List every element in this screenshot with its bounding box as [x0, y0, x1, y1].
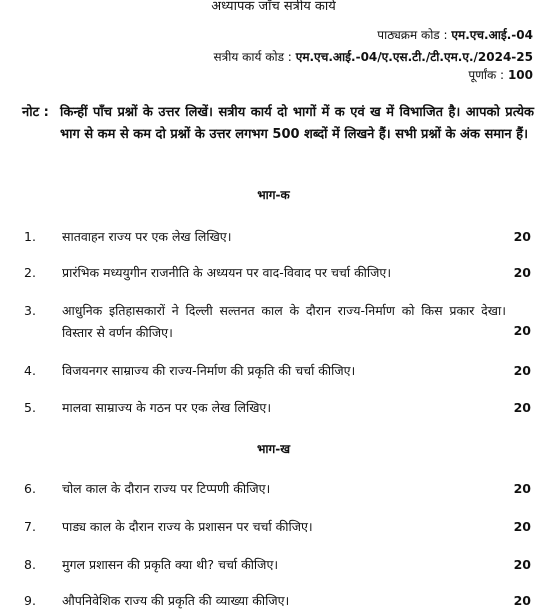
course-code-value: एम.एच.आई.-04 — [451, 28, 533, 42]
course-code-label: पाठ्यक्रम कोड : — [377, 28, 448, 42]
total-marks-line — [468, 66, 533, 83]
question-marks: 20 — [513, 229, 531, 244]
document-title: अध्यापक जाँच सत्रीय कार्य — [211, 0, 336, 12]
question-marks: 20 — [513, 363, 531, 378]
question-marks: 20 — [513, 323, 531, 338]
question-text: चोल काल के दौरान राज्य पर टिप्पणी कीजिए। — [62, 481, 271, 496]
question-text: औपनिवेशिक राज्य की प्रकृति की व्याख्या कीजिए। — [62, 593, 290, 608]
question-text: मालवा साम्राज्य के गठन पर एक लेख लिखिए। — [62, 400, 272, 415]
question-text: सातवाहन राज्य पर एक लेख लिखिए। — [62, 229, 232, 244]
question-number: 6. — [24, 481, 36, 496]
question-text: विजयनगर साम्राज्य की राज्य-निर्माण की प्रकृति की चर्चा कीजिए। — [62, 363, 356, 378]
total-marks-label: पूर्णांक : — [468, 68, 505, 82]
question-marks: 20 — [513, 265, 531, 280]
question-text: मुगल प्रशासन की प्रकृति क्या थी? चर्चा कीजिए। — [62, 557, 279, 572]
question-marks: 20 — [513, 481, 531, 496]
total-marks-value: 100 — [507, 68, 533, 82]
question-number: 3. — [24, 303, 36, 318]
question-marks: 20 — [513, 400, 531, 415]
question-number: 9. — [24, 593, 36, 608]
question-text: आधुनिक इतिहासकारों ने दिल्ली सल्तनत काल के दौरान राज्य-निर्माण को किस प्रकार देखा। विस्तार से वर्णन कीजिए। — [62, 303, 506, 340]
assignment-code-line — [214, 48, 533, 65]
question-text: पाड्य काल के दौरान राज्य के प्रशासन पर चर्चा कीजिए। — [62, 519, 313, 534]
question-number: 8. — [24, 557, 36, 572]
question-number: 7. — [24, 519, 36, 534]
question-number: 1. — [24, 229, 36, 244]
question-marks: 20 — [513, 519, 531, 534]
question-marks: 20 — [513, 593, 531, 608]
assignment-code-value: एम.एच.आई.-04/ए.एस.टी./टी.एम.ए./2024-25 — [295, 50, 533, 64]
question-marks: 20 — [513, 557, 531, 572]
note-label: नोट : — [22, 105, 49, 120]
section-title-a: भाग-क — [257, 188, 290, 202]
note-text: किन्हीं पाँच प्रश्नों के उत्तर लिखें। सत्रीय कार्य दो भागों में क एवं ख में विभाजित है। आपको प्रत्येक भाग से कम से कम दो प्रश्नों के उत्तर लगभग 500 शब्दों में लिखने हैं। सभी प्रश्नों के अंक समान हैं। — [60, 105, 534, 142]
assignment-code-label: सत्रीय कार्य कोड : — [213, 50, 292, 64]
question-number: 5. — [24, 400, 36, 415]
course-code-line — [377, 26, 533, 43]
instructions-note — [22, 102, 534, 146]
section-title-b: भाग-ख — [256, 442, 291, 456]
question-number: 4. — [24, 363, 36, 378]
question-number: 2. — [24, 265, 36, 280]
question-text: प्रारंभिक मध्ययुगीन राजनीति के अध्ययन पर वाद-विवाद पर चर्चा कीजिए। — [62, 265, 392, 280]
